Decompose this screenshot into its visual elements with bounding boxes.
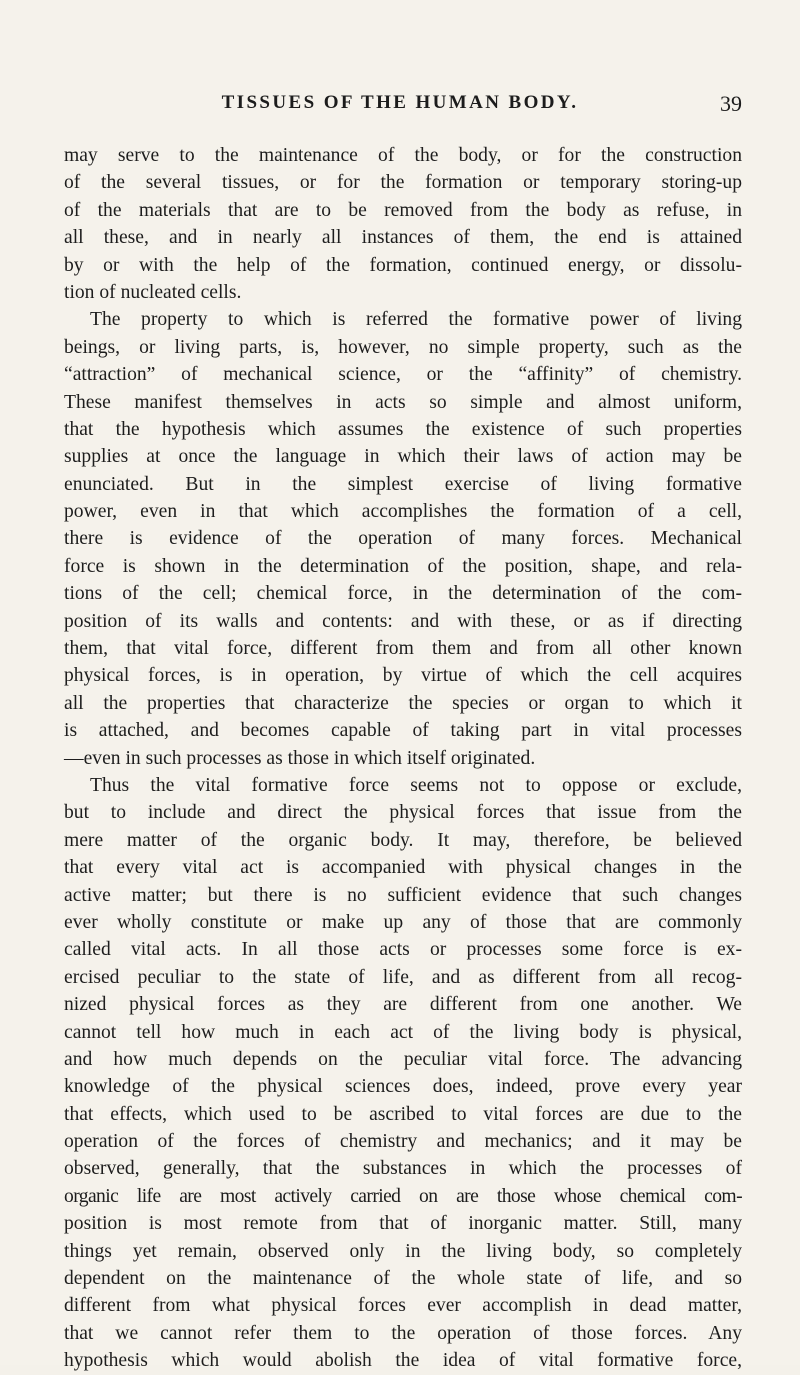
text-line: that effects, which used to be ascribed to vital forces are due to the	[64, 1103, 742, 1125]
body-text	[64, 142, 742, 1375]
page-number: 39	[720, 91, 742, 116]
text-line: —even in such processes as those in which itself originated.	[64, 747, 536, 769]
text-line: tions of the cell; chemical force, in the determination of the com-	[64, 583, 742, 605]
text-line: but to include and direct the physical forces that issue from the	[64, 802, 742, 824]
text-line: physical forces, is in operation, by virtue of which the cell acquires	[64, 665, 742, 687]
text-line: operation of the forces of chemistry and mechanics; and it may be	[64, 1131, 742, 1153]
text-line: knowledge of the physical sciences does, indeed, prove every year	[64, 1076, 742, 1098]
text-line: that every vital act is accompanied with physical changes in the	[64, 857, 742, 879]
text-line: there is evidence of the operation of many forces. Mechanical	[64, 528, 742, 550]
text-line: beings, or living parts, is, however, no simple property, such as the	[64, 336, 742, 358]
text-line: them, that vital force, different from them and from all other known	[64, 638, 742, 660]
text-line: The property to which is referred the formative power of living	[90, 309, 742, 331]
text-line: These manifest themselves in acts so simple and almost uniform,	[64, 391, 742, 413]
running-head	[0, 92, 800, 116]
text-line: organic life are most actively carried on are those whose chemical com-	[64, 1185, 742, 1207]
text-line: ercised peculiar to the state of life, and as different from all recog-	[64, 966, 742, 988]
text-line: of the materials that are to be removed from the body as refuse, in	[64, 199, 742, 221]
text-line: force is shown in the determination of the position, shape, and rela-	[64, 555, 742, 577]
text-line: by or with the help of the formation, continued energy, or dissolu-	[64, 254, 742, 276]
text-line: power, even in that which accomplishes the formation of a cell,	[64, 501, 742, 523]
text-line: that the hypothesis which assumes the existence of such properties	[64, 418, 742, 440]
text-line: nized physical forces as they are different from one another. We	[64, 994, 742, 1016]
text-line: ever wholly constitute or make up any of those that are commonly	[64, 911, 742, 933]
text-line: all the properties that characterize the species or organ to which it	[64, 692, 742, 714]
text-line: is attached, and becomes capable of taking part in vital processes	[64, 720, 742, 742]
text-line: of the several tissues, or for the formation or temporary storing-up	[64, 172, 742, 194]
text-line: active matter; but there is no sufficient evidence that such changes	[64, 884, 742, 906]
text-line: position of its walls and contents: and with these, or as if directing	[64, 610, 742, 632]
text-line: supplies at once the language in which their laws of action may be	[64, 446, 742, 468]
text-line: may serve to the maintenance of the body, or for the construction	[64, 145, 742, 166]
text-line: mere matter of the organic body. It may, therefore, be believed	[64, 829, 742, 851]
text-line: “attraction” of mechanical science, or the “affinity” of chemistry.	[64, 364, 742, 386]
text-line: position is most remote from that of inorganic matter. Still, many	[64, 1213, 742, 1235]
text-line: all these, and in nearly all instances of them, the end is attained	[64, 227, 742, 249]
text-line: different from what physical forces ever accomplish in dead matter,	[64, 1295, 742, 1317]
text-line: dependent on the maintenance of the whole state of life, and so	[64, 1268, 742, 1290]
text-line: enunciated. But in the simplest exercise of living formative	[64, 473, 742, 495]
text-line: Thus the vital formative force seems not to oppose or exclude,	[90, 774, 742, 796]
running-title: TISSUES OF THE HUMAN BODY.	[221, 92, 579, 113]
text-line: things yet remain, observed only in the living body, so completely	[64, 1240, 742, 1262]
text-line: hypothesis which would abolish the idea of vital formative force,	[64, 1350, 742, 1372]
text-line: called vital acts. In all those acts or processes some force is ex-	[64, 939, 742, 961]
text-line: observed, generally, that the substances in which the processes of	[64, 1158, 742, 1180]
text-line: cannot tell how much in each act of the living body is physical,	[64, 1021, 742, 1043]
text-line: that we cannot refer them to the operation of those forces. Any	[64, 1322, 742, 1344]
text-line: tion of nucleated cells.	[64, 281, 242, 303]
text-line: and how much depends on the peculiar vital force. The advancing	[64, 1048, 742, 1070]
